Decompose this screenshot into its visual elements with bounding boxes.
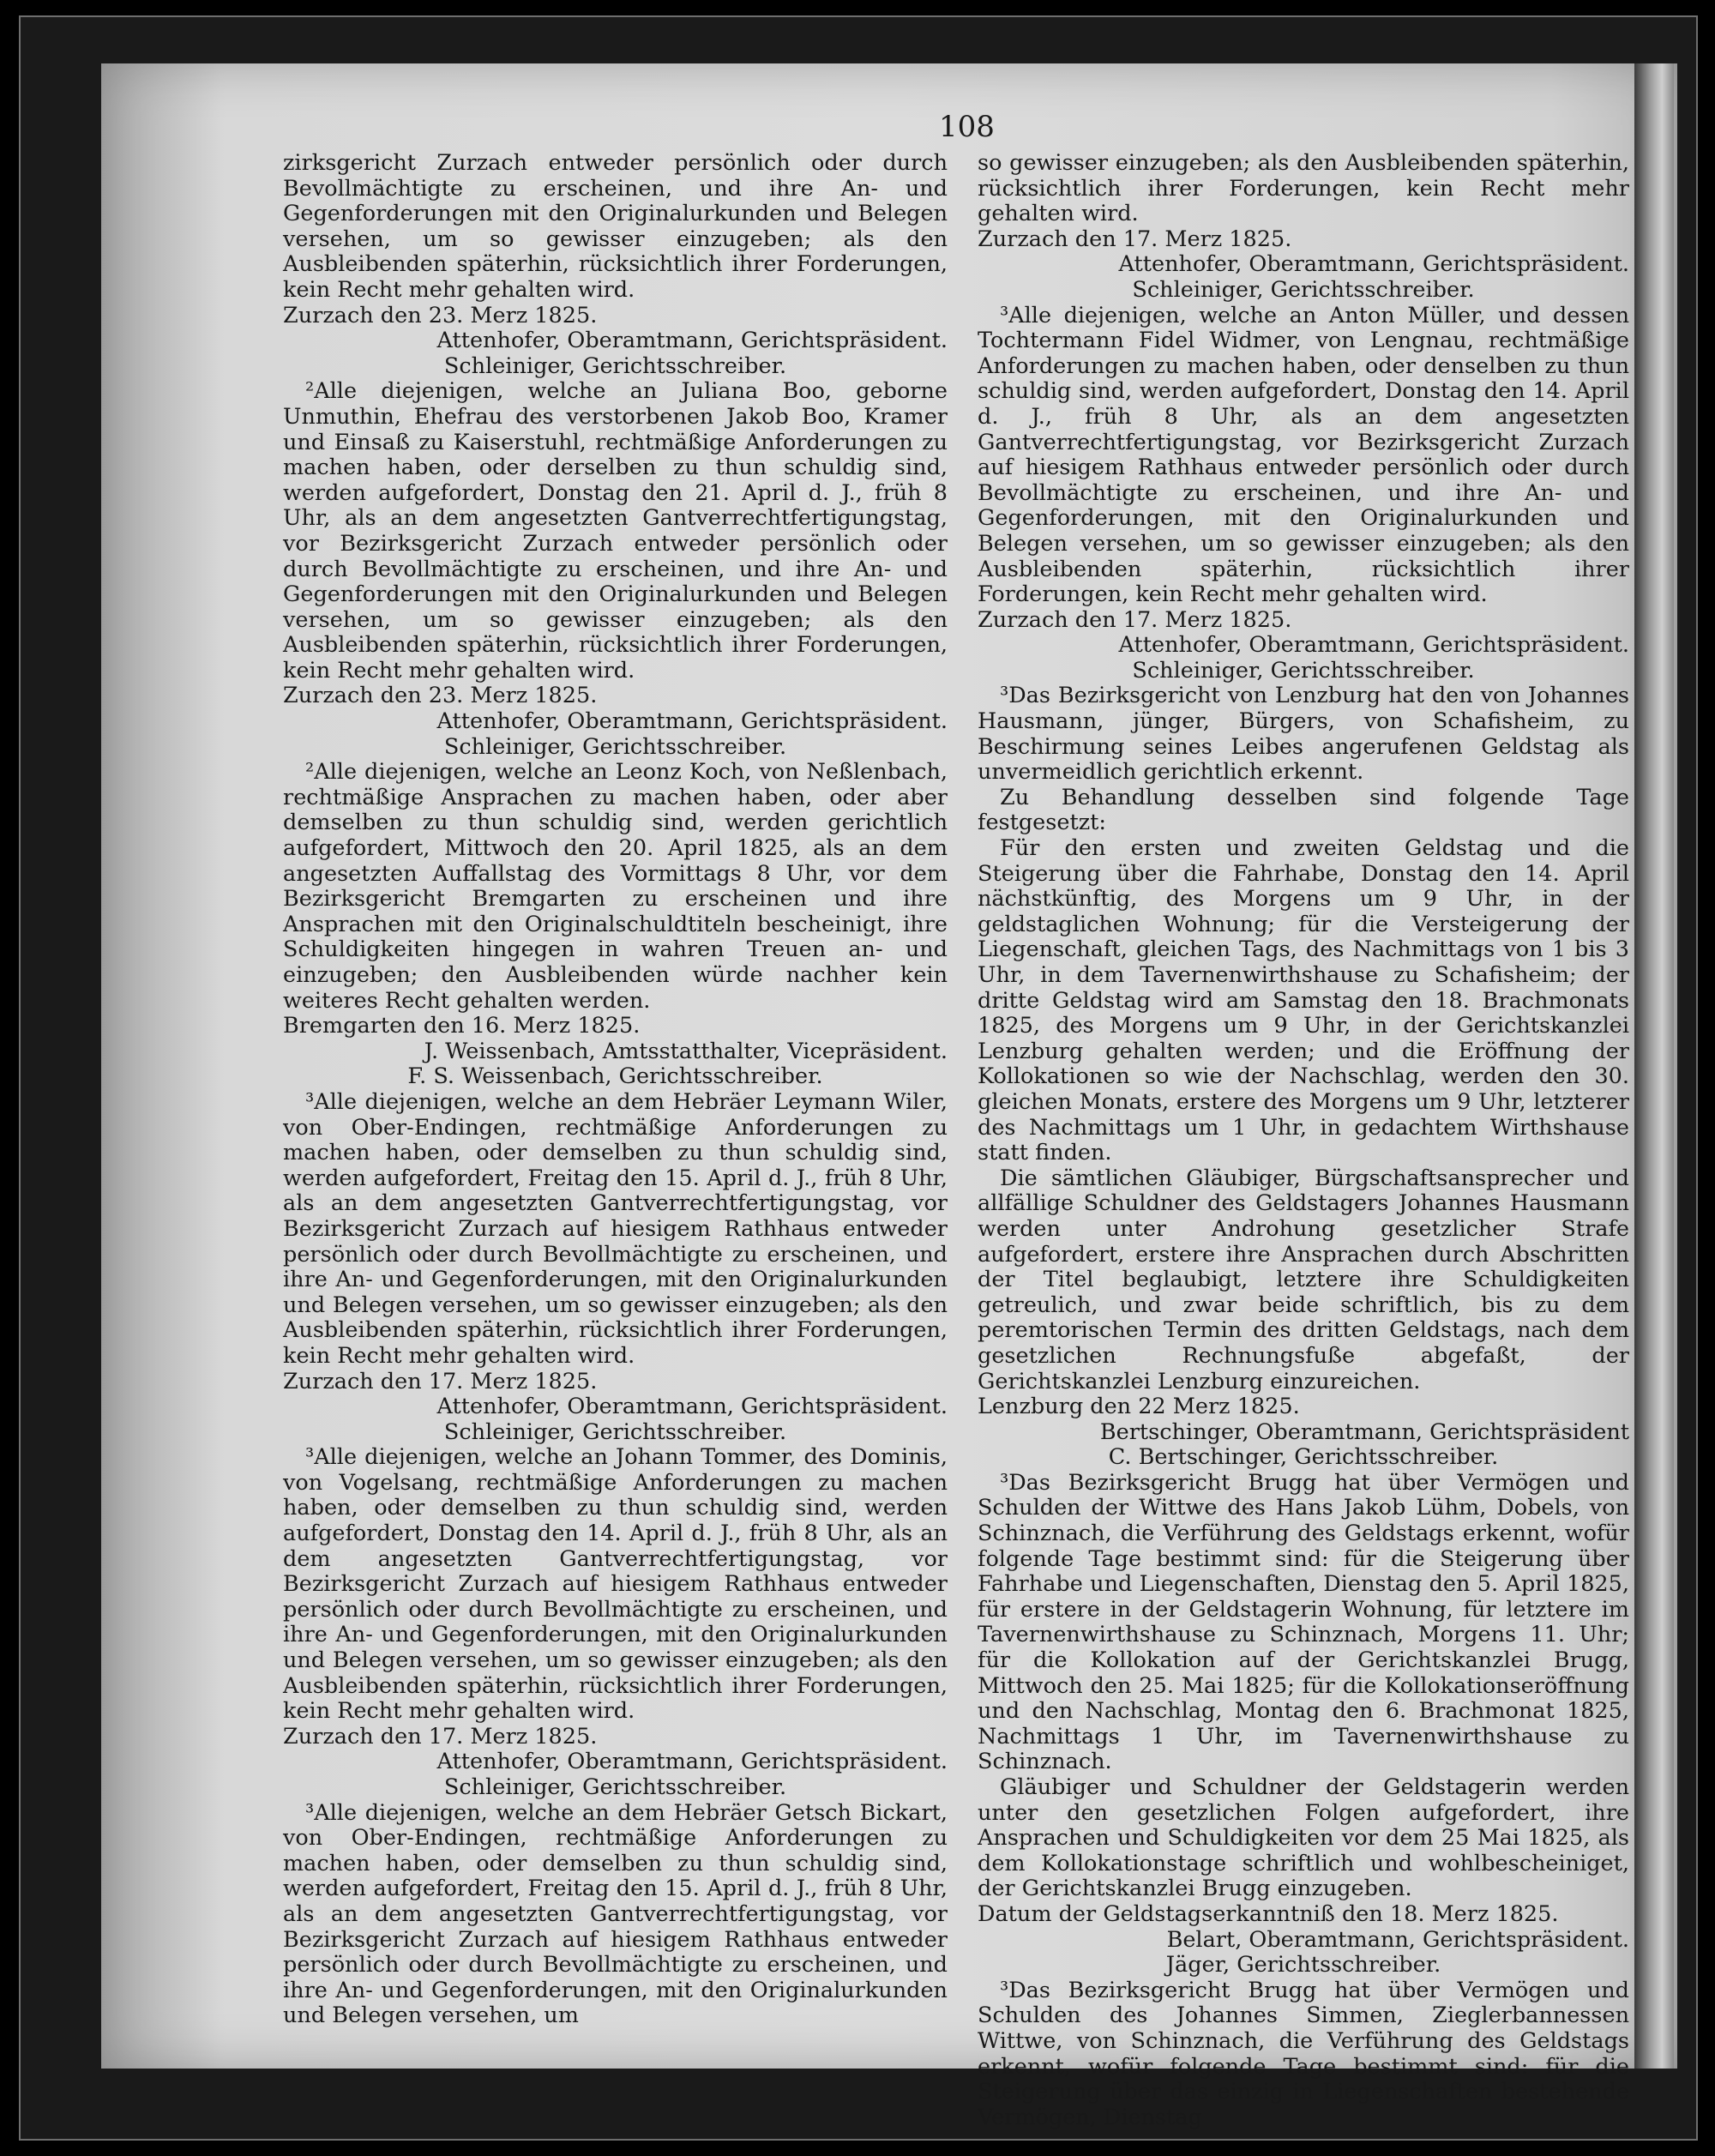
dateline: Datum der Geldstagserkanntniß den 18. Merz 1825. xyxy=(978,1900,1559,1927)
notice-entry: Zu Behandlung desselben sind folgende Tage festgesetzt: xyxy=(978,784,1629,836)
clerk-signature: Schleiniger, Gerichtsschreiber. xyxy=(443,1418,787,1445)
dateline: Bremgarten den 16. Merz 1825. xyxy=(283,1013,641,1039)
clerk-signature: Schleiniger, Gerichtsschreiber. xyxy=(1132,657,1475,684)
dateline: Lenzburg den 22 Merz 1825. xyxy=(978,1394,1300,1420)
signature: Attenhofer, Oberamtmann, Gerichtspräsident. xyxy=(436,708,948,735)
paragraph: zirksgericht Zurzach entweder persönlich oder durch Bevollmächtigte zu erscheinen, und ihre An- und Gegenforderungen mit den Originalurkunden und Belegen versehen, um so gewisser einzugeben; als den Ausbleibenden späterhin, rücksichtlich ihrer Forderungen, kein Recht mehr gehalten wird. xyxy=(283,150,948,303)
clerk-signature: Jäger, Gerichtsschreiber. xyxy=(1165,1952,1441,1978)
page-number: 108 xyxy=(939,110,995,144)
signature: Belart, Oberamtmann, Gerichtspräsident. xyxy=(1166,1926,1629,1953)
clerk-signature: Schleiniger, Gerichtsschreiber. xyxy=(1132,276,1475,303)
paragraph: so gewisser einzugeben; als den Ausbleibenden späterhin, rücksichtlich ihrer Forderungen, kein Recht mehr gehalten wird. xyxy=(978,150,1629,227)
dateline: Zurzach den 17. Merz 1825. xyxy=(978,226,1292,252)
signature: Attenhofer, Oberamtmann, Gerichtspräsident. xyxy=(1118,251,1629,278)
right-column xyxy=(978,151,1629,2130)
notice-entry: ³Alle diejenigen, welche an Johann Tommer, des Dominis, von Vogelsang, rechtmäßige Anforderungen zu machen haben, oder demselben zu thun schuldig sind, werden aufgefordert, Donstag den 14. April d. J., früh 8 Uhr, als an dem angesetzten Gantverrechtfertigungstag, vor Bezirksgericht Zurzach auf hiesigem Rathhaus entweder persönlich oder durch Bevollmächtigte zu erscheinen, und ihre An- und Gegenforderungen, mit den Originalurkunden und Belegen versehen, um so gewisser einzugeben; als den Ausbleibenden späterhin, rücksichtlich ihrer Forderungen, kein Recht mehr gehalten wird. xyxy=(283,1444,948,1725)
book-spine xyxy=(1634,63,1674,2069)
clerk-signature: Schleiniger, Gerichtsschreiber. xyxy=(443,352,787,379)
dateline: Zurzach den 17. Merz 1825. xyxy=(978,606,1292,633)
clerk-signature: Schleiniger, Gerichtsschreiber. xyxy=(443,1774,787,1800)
dateline: Zurzach den 17. Merz 1825. xyxy=(283,1368,598,1394)
notice-entry: Gläubiger und Schuldner der Geldstagerin werden unter den gesetzlichen Folgen aufgefordert, ihre Ansprachen und Schuldigkeiten vor dem 25 Mai 1825, als dem Kollokationstage schriftlich und wohlbescheiniget, der Gerichtskanzlei Brugg einzugeben. xyxy=(978,1774,1629,1902)
clerk-signature: C. Bertschinger, Gerichtsschreiber. xyxy=(1108,1444,1499,1471)
signature: Attenhofer, Oberamtmann, Gerichtspräsident. xyxy=(436,1749,948,1775)
notice-entry: ³Alle diejenigen, welche an Anton Müller, und dessen Tochtermann Fidel Widmer, von Lengnau, rechtmäßige Anforderungen zu machen haben, oder denselben zu thun schuldig sind, werden aufgefordert, Donstag den 14. April d. J., früh 8 Uhr, als an dem angesetzten Gantverrechtfertigungstag, vor Bezirksgericht Zurzach auf hiesigem Rathhaus entweder persönlich oder durch Bevollmächtigte zu erscheinen, und ihre An- und Gegenforderungen, mit den Originalurkunden und Belegen versehen, um so gewisser einzugeben; als den Ausbleibenden späterhin, rücksichtlich ihrer Forderungen, kein Recht mehr gehalten wird. xyxy=(978,302,1629,608)
notice-entry: ³Das Bezirksgericht Brugg hat über Vermögen und Schulden der Wittwe des Hans Jakob Lühm, Dobels, von Schinznach, die Verführung des Geldstags erkennt, wofür folgende Tage bestimmt sind: für die Steigerung über Fahrhabe und Liegenschaften, Dienstag den 5. April 1825, für erstere in der Geldstagerin Wohnung, für letztere im Tavernenwirthshause zu Schinznach, Morgens 11. Uhr; für die Kollokation auf der Gerichtskanzlei Brugg, Mittwoch den 25. Mai 1825; für die Kollokationseröffnung und den Nachschlag, Montag den 6. Brachmonat 1825, Nachmittags 1 Uhr, im Tavernenwirthshause zu Schinznach. xyxy=(978,1469,1629,1775)
dateline: Zurzach den 23. Merz 1825. xyxy=(283,302,598,328)
signature: Attenhofer, Oberamtmann, Gerichtspräsident. xyxy=(1118,632,1629,659)
signature: J. Weissenbach, Amtsstatthalter, Vicepräsident. xyxy=(424,1038,948,1064)
notice-entry: ²Alle diejenigen, welche an Leonz Koch, von Neßlenbach, rechtmäßige Ansprachen zu machen haben, oder aber demselben zu thun schuldig sind, werden gerichtlich aufgefordert, Mittwoch den 20. April 1825, als an dem angesetzten Auffallstag des Vormittags 8 Uhr, vor dem Bezirksgericht Bremgarten zu erscheinen und ihre Ansprachen mit den Originalschuldtiteln bescheinigt, ihre Schuldigkeiten hingegen in wahren Treuen an- und einzugeben; den Ausbleibenden würde nachher kein weiteres Recht gehalten werden. xyxy=(283,759,948,1014)
clerk-signature: F. S. Weissenbach, Gerichtsschreiber. xyxy=(407,1063,823,1090)
signature: Bertschinger, Oberamtmann, Gerichtspräsident xyxy=(1099,1418,1629,1445)
left-column xyxy=(283,151,948,2029)
notice-entry: ³Das Bezirksgericht von Lenzburg hat den von Johannes Hausmann, jünger, Bürgers, von Schafisheim, zu Beschirmung seines Leibes angerufenen Geldstag als unvermeidlich gerichtlich erkennt. xyxy=(978,683,1629,786)
notice-entry: Die sämtlichen Gläubiger, Bürgschaftsansprecher und allfällige Schuldner des Geldstagers Johannes Hausmann werden unter Androhung gesetzlicher Strafe aufgefordert, erstere ihre Ansprachen durch Abschritten der Titel beglaubigt, letztere ihre Schuldigkeiten getreulich, und zwar beide schriftlich, bis zu dem peremtorischen Termin des dritten Geldstags, nach dem gesetzlichen Rechnungsfuße abgefaßt, der Gerichtskanzlei Lenzburg einzureichen. xyxy=(978,1165,1629,1394)
notice-entry: ³Alle diejenigen, welche an dem Hebräer Getsch Bickart, von Ober-Endingen, rechtmäßige Anforderungen zu machen haben, oder demselben zu thun schuldig sind, werden aufgefordert, Freitag den 15. April d. J., früh 8 Uhr, als an dem angesetzten Gantverrechtfertigungstag, vor Bezirksgericht Zurzach auf hiesigem Rathhaus entweder persönlich oder durch Bevollmächtigte zu erscheinen, und ihre An- und Gegenforderungen, mit den Originalurkunden und Belegen versehen, um xyxy=(283,1799,948,2029)
page-edge-shadow xyxy=(101,63,221,2069)
dateline: Zurzach den 23. Merz 1825. xyxy=(283,683,598,709)
notice-entry: Für den ersten und zweiten Geldstag und die Steigerung über die Fahrhabe, Donstag den 14. April nächstkünftig, des Morgens um 9 Uhr, in der geldstaglichen Wohnung; für die Versteigerung der Liegenschaft, gleichen Tags, des Nachmittags von 1 bis 3 Uhr, in dem Tavernenwirthshause zu Schafisheim; der dritte Geldstag wird am Samstag den 18. Brachmonats 1825, des Morgens um 9 Uhr, in der Gerichtskanzlei Lenzburg gehalten werden; und die Eröffnung der Kollokationen so wie der Nachschlag, werden den 30. gleichen Monats, erstere des Morgens um 9 Uhr, letzterer des Nachmittags um 1 Uhr, in gedachtem Wirthshause statt finden. xyxy=(978,835,1629,1166)
notice-entry: ³Alle diejenigen, welche an dem Hebräer Leymann Wiler, von Ober-Endingen, rechtmäßige Anforderungen zu machen haben, oder demselben zu thun schuldig sind, werden aufgefordert, Freitag den 15. April d. J., früh 8 Uhr, als an dem angesetzten Gantverrechtfertigungstag, vor Bezirksgericht Zurzach auf hiesigem Rathhaus entweder persönlich oder durch Bevollmächtigte zu erscheinen, und ihre An- und Gegenforderungen, mit den Originalurkunden und Belegen versehen, um so gewisser einzugeben; als den Ausbleibenden späterhin, rücksichtlich ihrer Forderungen, kein Recht mehr gehalten wird. xyxy=(283,1088,948,1369)
dateline: Zurzach den 17. Merz 1825. xyxy=(283,1723,598,1749)
signature: Attenhofer, Oberamtmann, Gerichtspräsident. xyxy=(436,1394,948,1420)
notice-entry: ²Alle diejenigen, welche an Juliana Boo, geborne Unmuthin, Ehefrau des verstorbenen Jakob Boo, Kramer und Einsaß zu Kaiserstuhl, rechtmäßige Anforderungen zu machen haben, oder derselben zu thun schuldig sind, werden aufgefordert, Donstag den 21. April d. J., früh 8 Uhr, als an dem angesetzten Gantverrechtfertigungstag, vor Bezirksgericht Zurzach entweder persönlich oder durch Bevollmächtigte zu erscheinen, und ihre An- und Gegenforderungen mit den Originalurkunden und Belegen versehen, um so gewisser einzugeben; als den Ausbleibenden späterhin, rücksichtlich ihrer Forderungen, kein Recht mehr gehalten wird. xyxy=(283,378,948,684)
clerk-signature: Schleiniger, Gerichtsschreiber. xyxy=(443,733,787,760)
signature: Attenhofer, Oberamtmann, Gerichtspräsident. xyxy=(436,328,948,354)
notice-entry: ³Das Bezirksgericht Brugg hat über Vermögen und Schulden des Johannes Simmen, Zieglerbannessen Wittwe, von Schinznach, die Verführung des Geldstags erkennt, wofür folgende Tage bestimmt sind: für die Steigerung über das einzig in Liegenschaften bestehende Vermögen, Dienstag xyxy=(978,1977,1629,2130)
